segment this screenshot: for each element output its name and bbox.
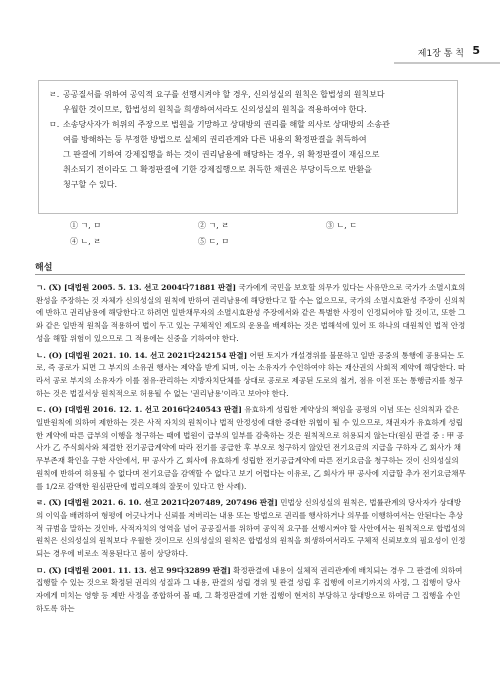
- explanation-item: ㄷ. (O) [대법원 2016. 12. 1. 선고 2016다240543 판결] 유효하게 성립한 계약상의 책임을 공평의 이념 또는 신의칙과 같은 일반원칙에 의하여 제한하는 것은 사적 자치의 원칙이나 법적 안정성에 대한 중대한 위협이 될 수 있으므로, 채권자가 유효하게 성립한 계약에 따른 급부의 이행을 청구하는 때에 법원이 급부의 일부를 감축하는 것은 원칙적으로 허용되지 않는다(원심 판결 중 : 甲 공사가 乙 주식회사와 체결한 전기공급계약에 따라 전기를 공급한 후 부오로 청구하지 않았던 전기요금의 지급을 구하자 乙 회사가 채무부존재 확인을 구한 사안에서, 甲 공사가 乙 회사에 유효하게 성립한 전기공급계약에 따른 전기요금을 청구하는 것이 신의성실의 원칙에 반하여 허용될 수 없다며 전기요금을 감액할 수 없다고 보기 어렵다는 이유로, 乙 회사가 甲 공사에 지급할 추가 전기요금채무를 1/2로 감액한 원심판단에 법리오해의 잘못이 있다고 한 사례).: [36, 405, 466, 491]
- header-rule: [394, 62, 500, 64]
- chapter-title: 제1장 통 칙: [417, 49, 464, 59]
- statement-r: ㄹ. 공공질서를 위하여 공익적 요구를 선행시켜야 할 경우, 신의성실의 원칙은 합법성의 원칙보다 우월한 것이므로, 합법성의 원칙을 희생하여서라도 신의성실의 원칙을 적용하여야 한다.: [49, 90, 385, 114]
- choice-2[interactable]: ② ㄱ, ㄹ: [198, 221, 230, 230]
- page-number: 5: [472, 44, 480, 57]
- question-box: [38, 80, 458, 214]
- statement-m: ㅁ. 소송당사자가 허위의 주장으로 법원을 기망하고 상대방의 권리를 해할 의사로 상대방의 소송관 여를 방해하는 등 부정한 방법으로 실체의 권리관계와 다른 내용의 확정판결을 취득하여 그 판결에 기하여 강제집행을 하는 것이 권리남용에 해당하는 경우, 위 확정판결이 재심으로 취소되기 전이라도 그 확정판결에 기한 강제집행으로 취득한 채권은 부당이득으로 반환을 청구할 수 있다.: [49, 120, 390, 189]
- choice-3[interactable]: ③ ㄴ, ㄷ: [326, 221, 358, 230]
- explanation-item: ㄴ. (O) [대법원 2021. 10. 14. 선고 2021다242154 판결] 어떤 토지가 개설경위를 불문하고 일반 공중의 통행에 공용되는 도로, 즉 공로가 되면 그 부지의 소유권 행사는 제약을 받게 되며, 이는 소유자가 수인하여야 하는 재산권의 사회적 제약에 해당한다. 따라서 공로 부지의 소유자가 이를 점유·관리하는 지방자치단체를 상대로 공로로 제공된 도로의 철거, 점유 이전 또는 통행금지를 청구하는 것은 법질서상 원칙적으로 허용될 수 없는 '권리남용'이라고 보아야 한다.: [36, 350, 466, 398]
- explanation-item: ㄱ. (X) [대법원 2005. 5. 13. 선고 2004다71881 판결] 국가에게 국민을 보호할 의무가 있다는 사유만으로 국가가 소멸시효의 완성을 주장하는 것 자체가 신의성실의 원칙에 반하여 권리남용에 해당한다고 할 수는 없으므로, 국가의 소멸시효완성 주장이 신의칙에 반하고 권리남용에 해당한다고 하려면 일반채무자의 소멸시효완성 주장에서와 같은 특별한 사정이 인정되어야 할 것이고, 또한 그와 같은 일반적 원칙을 적용하여 법이 두고 있는 구체적인 제도의 운용을 배제하는 것은 법해석에 있어 또 하나의 대원칙인 법적 안정성을 해할 위험이 있으므로 그 적용에는 신중을 기하여야 한다.: [36, 283, 466, 343]
- explanation-label: 해설: [35, 263, 53, 273]
- choice-1[interactable]: ① ㄱ, ㅁ: [70, 221, 102, 230]
- choice-4[interactable]: ④ ㄴ, ㄹ: [70, 237, 102, 246]
- answer-choices: [70, 220, 450, 252]
- explanation-item: ㅁ. (X) [대법원 2001. 11. 13. 선고 99다32899 판결] 확정판결에 내용이 실체적 권리관계에 배치되는 경우 그 판결에 의하여 집행할 수 있는 것으로 확정된 권리의 성질과 그 내용, 판결의 성립 경위 및 판결 성립 후 집행에 이르기까지의 사정, 그 집행이 당사자에게 미치는 영향 등 제반 사정을 종합하여 볼 때, 그 확정판결에 기한 집행이 현저히 부당하고 상대방으로 하여금 그 집행을 수인하도록 하는: [36, 565, 463, 613]
- explanation-item: ㄹ. (X) [대법원 2021. 6. 10. 선고 2021다207489, 207496 판결] 민법상 신의성실의 원칙은, 법률관계의 당사자가 상대방의 이익을 배려하여 형평에 어긋나거나 신뢰를 저버리는 내용 또는 방법으로 권리를 행사하거나 의무를 이행하여서는 안된다는 추상적 규범을 말하는 것인바, 사적자치의 영역을 넘어 공공질서를 위하여 공익적 요구를 선행시켜야 할 사안에서는 원칙적으로 합법성의 원칙은 신의성실의 원칙보다 우월한 것이므로 신의성실의 원칙은 합법성의 원칙을 희생하여서라도 구체적 신뢰보호의 필요성이 인정되는 경우에 비로소 적용된다고 봄이 상당하다.: [36, 498, 466, 559]
- page-header: [0, 46, 500, 62]
- choice-5[interactable]: ⑤ ㄷ, ㅁ: [198, 237, 230, 246]
- explanation-section: [36, 282, 466, 620]
- explanation-rule: [35, 274, 465, 275]
